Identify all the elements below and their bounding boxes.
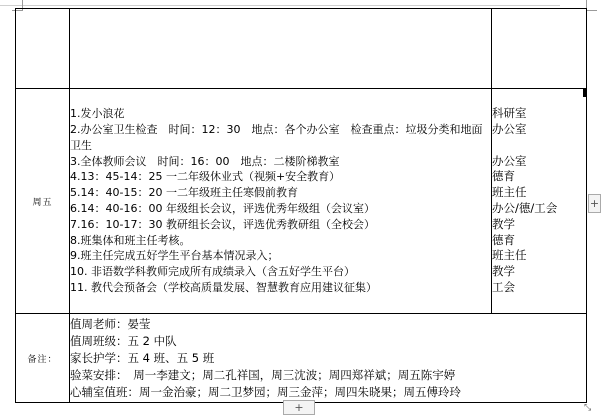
add-row-button[interactable]: + <box>283 400 315 415</box>
notes-label-cell[interactable]: 备注： <box>16 314 70 403</box>
empty-cell-items[interactable] <box>70 9 492 89</box>
schedule-table <box>15 8 587 403</box>
owner-7: 办公/德/工会 <box>492 201 558 215</box>
page-corner-mark-right <box>586 0 597 11</box>
owner-11: 教学 <box>492 264 515 279</box>
note-counseling-duty: 心辅室值班：周一金治豪；周二卫梦园；周三金萍；周四朱晓果；周五傅玲玲 <box>70 384 461 399</box>
owner-6: 班主任 <box>492 185 527 200</box>
friday-owner-cell[interactable] <box>492 89 587 314</box>
friday-item-3: 3.全体教师会议 时间：16：00 地点：二楼阶梯教室 <box>70 154 340 168</box>
friday-item-4: 4.13：45-14：25 一二年级休业式（视频+安全教育） <box>70 170 341 184</box>
friday-day-cell[interactable]: 周五 <box>16 89 70 314</box>
empty-cell-day[interactable] <box>16 9 70 89</box>
empty-cell-owner[interactable] <box>492 9 587 89</box>
friday-item-6: 6.14：40-16：00 年级组长会议，评选优秀年级组（会议室） <box>70 202 375 215</box>
friday-item-1: 1.发小浪花 <box>70 107 125 121</box>
text-cursor <box>583 88 586 97</box>
owner-2: 办公室 <box>492 122 527 137</box>
friday-item-11: 11. 教代会预备会（学校高质量发展、智慧教育应用建议征集） <box>70 280 377 294</box>
note-parent-patrol: 家长护学：五 4 班、五 5 班 <box>70 350 215 365</box>
friday-item-8: 8.班集体和班主任考核。 <box>70 233 191 247</box>
friday-item-10: 10. 非语数学科教师完成所有成绩录入（含五好学生平台） <box>70 265 355 279</box>
owner-1: 科研室 <box>492 106 527 121</box>
empty-row <box>16 9 587 89</box>
note-duty-teacher: 值周老师：晏莹 <box>70 316 151 331</box>
owner-4: 办公室 <box>492 153 527 168</box>
friday-items-cell[interactable] <box>70 89 492 314</box>
owner-9: 德育 <box>492 232 515 247</box>
friday-row <box>16 89 587 314</box>
friday-item-9: 9.班主任完成五好学生平台基本情况录入； <box>70 249 279 263</box>
add-column-button[interactable]: + <box>588 194 601 213</box>
owner-5: 德育 <box>492 169 515 184</box>
owner-8: 教学 <box>492 216 515 231</box>
friday-item-2: 2.办公室卫生检查 时间：12：30 地点：各个办公室 检查重点：垃圾分类和地面卫生 <box>70 123 483 152</box>
friday-item-5: 5.14：40-15：20 一二年级班主任寒假前教育 <box>70 186 298 200</box>
friday-item-7: 7.16：10-17：30 教研组长会议，评选优秀教研组（全校会） <box>70 217 375 231</box>
owner-10: 班主任 <box>492 248 527 263</box>
notes-row <box>16 314 587 403</box>
notes-content-cell[interactable] <box>70 314 587 403</box>
note-food-inspection: 验菜安排： 周一李建文；周二孔祥国，周三沈波；周四郑祥斌；周五陈宇婷 <box>70 367 456 382</box>
note-duty-class: 值周班级：五 2 中队 <box>70 333 177 348</box>
owner-12: 工会 <box>492 279 515 294</box>
page-top-border <box>0 5 560 6</box>
owner-spacer <box>492 138 586 154</box>
table-resize-handle[interactable]: ⤡ <box>584 403 592 413</box>
